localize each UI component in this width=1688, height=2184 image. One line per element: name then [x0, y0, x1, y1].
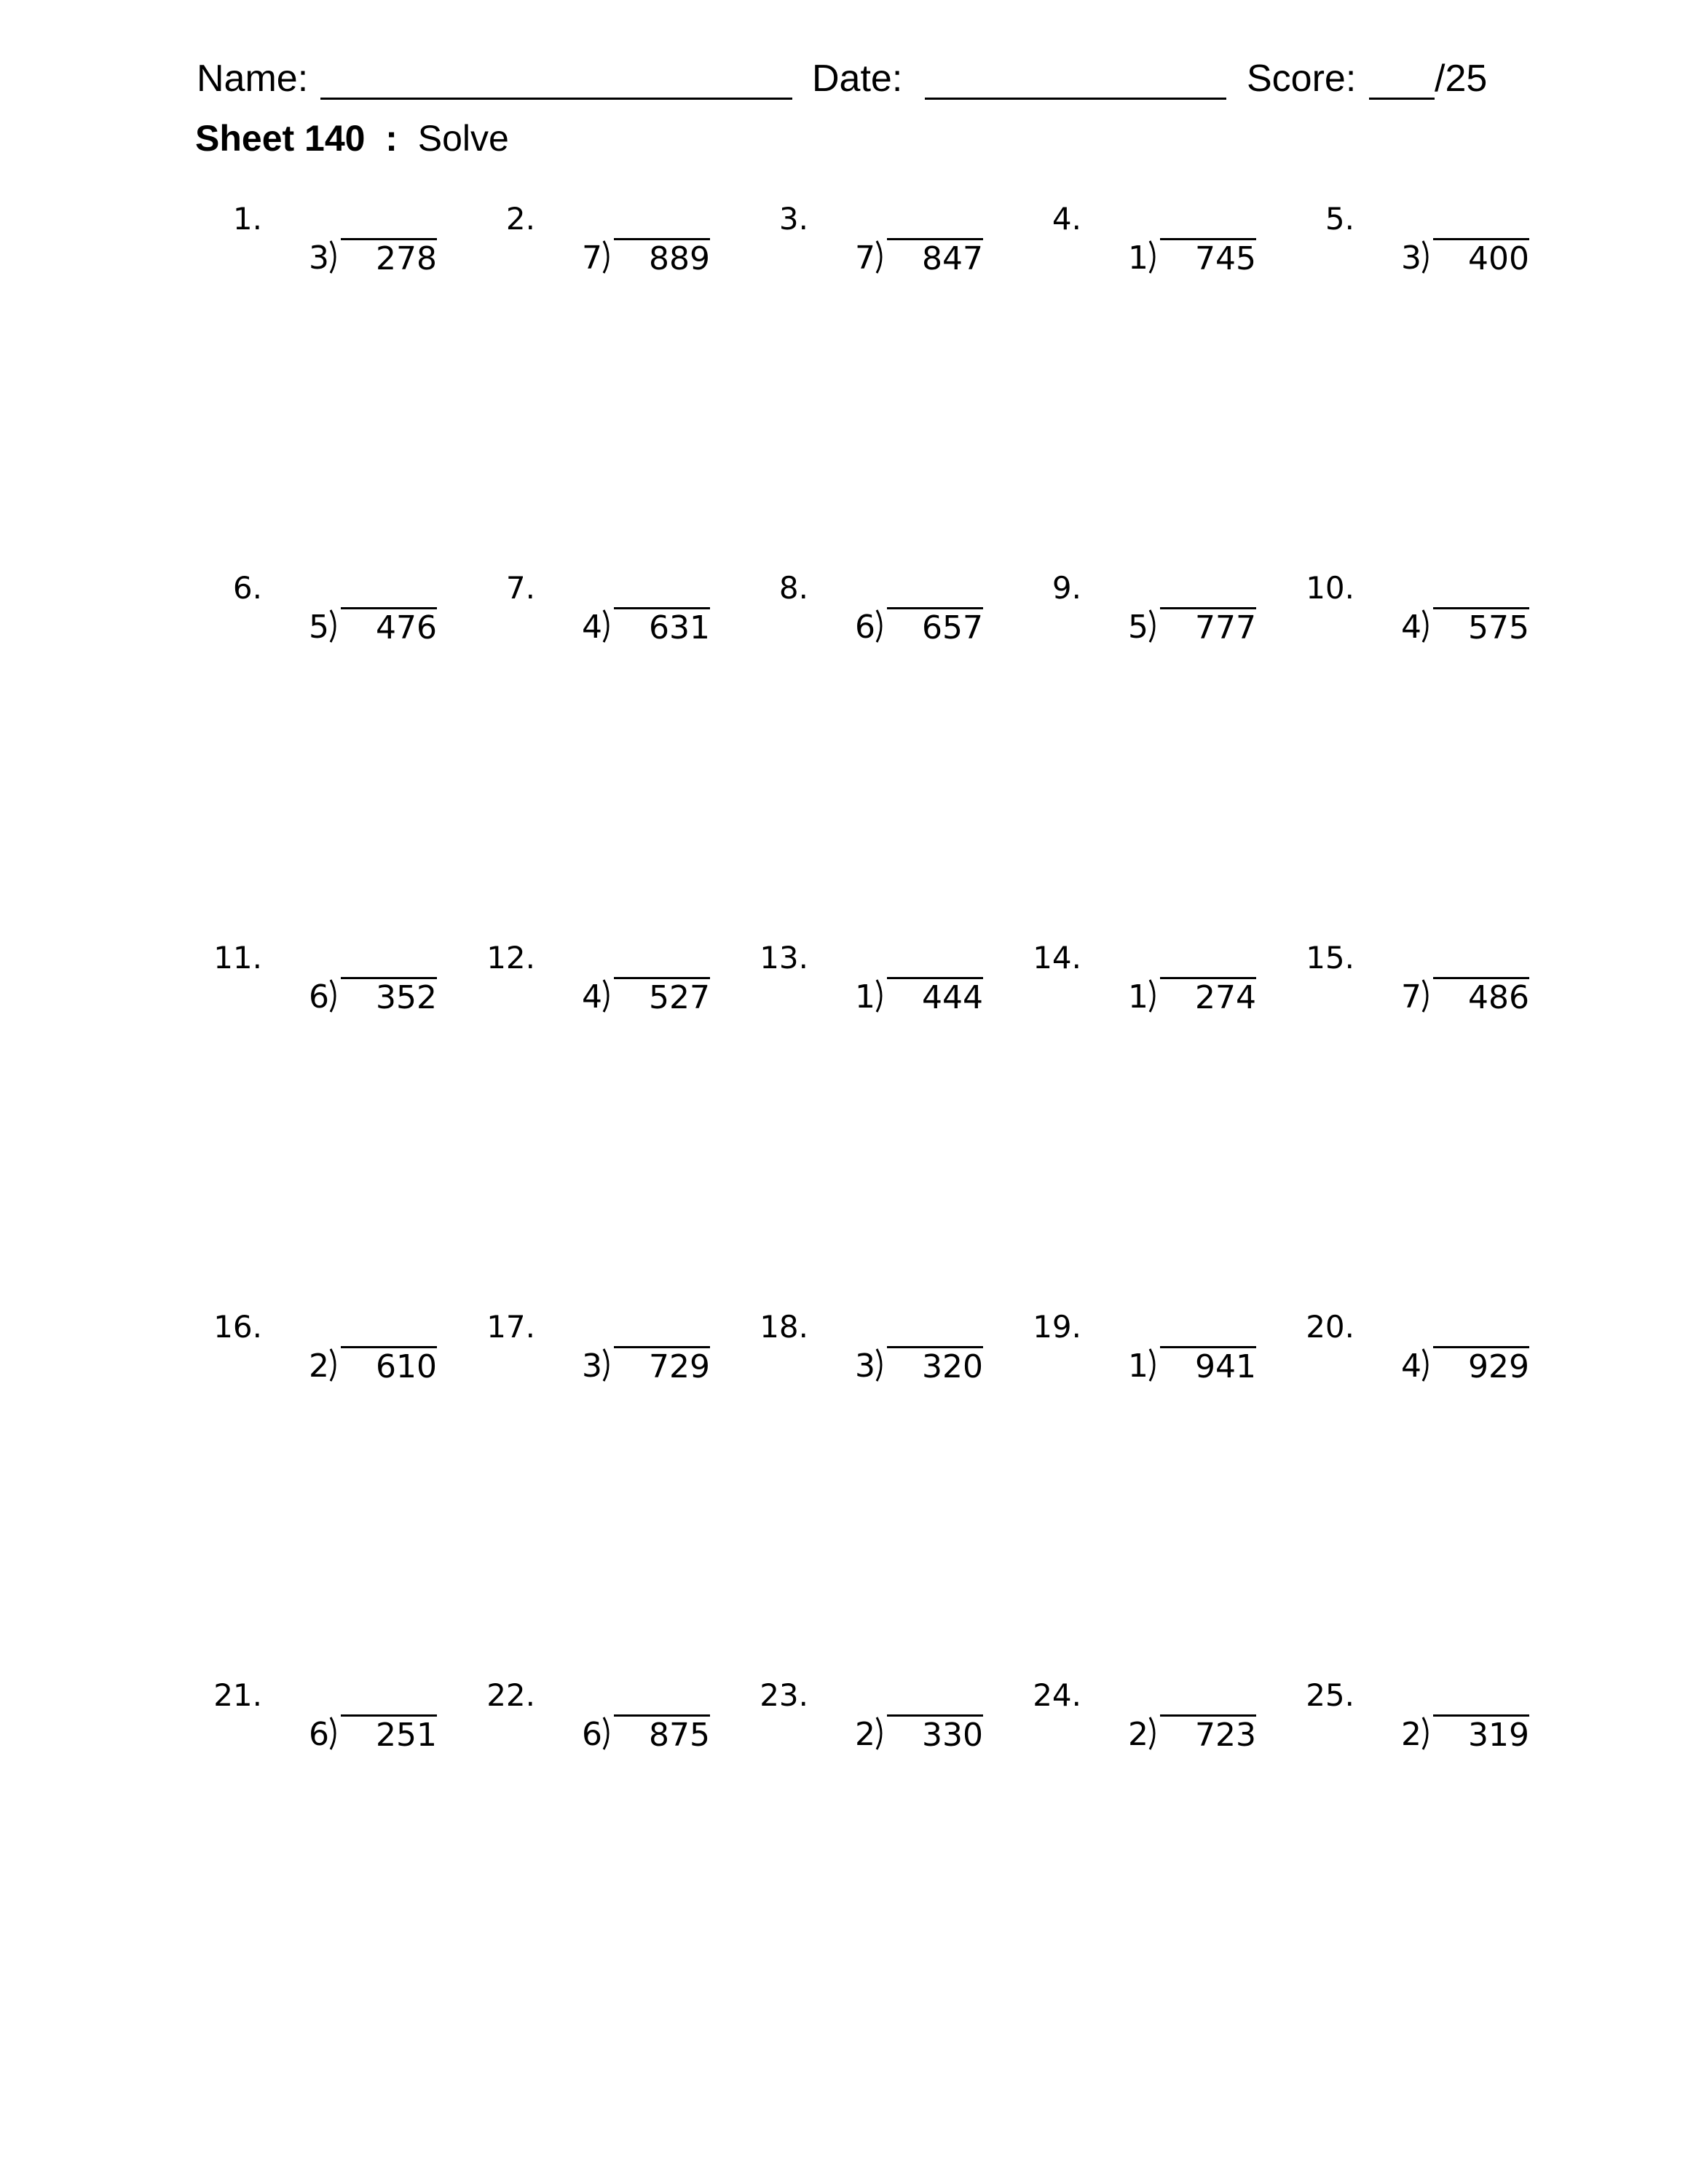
- dividend: 444: [887, 977, 983, 1017]
- division-bracket-icon: [328, 978, 341, 1013]
- dividend: 847: [887, 238, 983, 278]
- dividend: 777: [1160, 607, 1256, 647]
- division-problem: [197, 200, 437, 288]
- problem-number: 3.: [778, 201, 808, 237]
- divisor: 4: [1401, 1348, 1421, 1385]
- divisor: 1: [855, 978, 875, 1016]
- long-division-bracket-group: [816, 1346, 983, 1387]
- problem-number: 21.: [213, 1677, 262, 1713]
- dividend: 941: [1160, 1346, 1256, 1386]
- problem-number: 7.: [505, 570, 535, 606]
- divisor: 4: [582, 609, 602, 646]
- problem-number: 15.: [1306, 940, 1354, 976]
- division-bracket-icon: [601, 978, 614, 1013]
- problem-number: 22.: [486, 1677, 535, 1713]
- long-division-bracket-group: [816, 238, 983, 279]
- long-division-bracket-group: [1089, 1714, 1256, 1755]
- division-problem: [1016, 200, 1256, 288]
- division-problem: [1016, 939, 1256, 1026]
- sheet-number: Sheet 140: [195, 118, 366, 159]
- division-problem: [743, 200, 983, 288]
- score-label: Score:: [1247, 58, 1357, 100]
- divisor: 5: [1128, 609, 1148, 646]
- division-bracket-icon: [1420, 978, 1433, 1013]
- divisor: 2: [309, 1348, 329, 1385]
- dividend: 657: [887, 607, 983, 647]
- dividend: 319: [1433, 1714, 1529, 1754]
- division-bracket-icon: [1147, 240, 1160, 274]
- divisor: 6: [855, 609, 875, 646]
- division-problem: [1289, 569, 1529, 657]
- dividend: 251: [341, 1714, 437, 1754]
- divisor: 1: [1128, 978, 1148, 1016]
- divisor: 2: [1401, 1716, 1421, 1753]
- problem-number: 23.: [760, 1677, 808, 1713]
- dividend: 929: [1433, 1346, 1529, 1386]
- division-problem: [470, 1308, 710, 1396]
- division-bracket-icon: [874, 1716, 887, 1751]
- dividend: 527: [614, 977, 710, 1017]
- division-problem: [197, 1308, 437, 1396]
- division-problem: [743, 1308, 983, 1396]
- divisor: 4: [582, 978, 602, 1016]
- divisor: 4: [1401, 609, 1421, 646]
- long-division-bracket-group: [1089, 607, 1256, 648]
- divisor: 7: [855, 240, 875, 277]
- division-bracket-icon: [601, 1348, 614, 1382]
- divisor: 3: [582, 1348, 602, 1385]
- score-total: /25: [1435, 58, 1488, 100]
- division-bracket-icon: [874, 240, 887, 274]
- dividend: 631: [614, 607, 710, 647]
- division-bracket-icon: [1420, 609, 1433, 644]
- sheet-separator: :: [385, 118, 398, 159]
- division-bracket-icon: [328, 1348, 341, 1382]
- problem-number: 2.: [505, 201, 535, 237]
- divisor: 5: [309, 609, 329, 646]
- long-division-bracket-group: [543, 1346, 710, 1387]
- problem-number: 6.: [232, 570, 262, 606]
- problem-number: 10.: [1306, 570, 1354, 606]
- long-division-bracket-group: [1362, 977, 1529, 1018]
- long-division-bracket-group: [543, 977, 710, 1018]
- divisor: 6: [309, 978, 329, 1016]
- division-problem: [743, 939, 983, 1026]
- long-division-bracket-group: [269, 1346, 437, 1387]
- problem-number: 9.: [1052, 570, 1081, 606]
- problem-number: 12.: [486, 940, 535, 976]
- problem-number: 4.: [1052, 201, 1081, 237]
- division-bracket-icon: [1420, 1348, 1433, 1382]
- division-problem: [1289, 200, 1529, 288]
- dividend: 875: [614, 1714, 710, 1754]
- divisor: 7: [582, 240, 602, 277]
- problem-number: 18.: [760, 1309, 808, 1345]
- division-problem: [470, 1677, 710, 1764]
- division-problem: [1289, 939, 1529, 1026]
- division-problem: [1016, 569, 1256, 657]
- problem-number: 17.: [486, 1309, 535, 1345]
- date-label: Date:: [812, 58, 903, 100]
- long-division-bracket-group: [1362, 238, 1529, 279]
- problem-number: 11.: [213, 940, 262, 976]
- divisor: 6: [582, 1716, 602, 1753]
- division-bracket-icon: [601, 240, 614, 274]
- division-problem: [1016, 1308, 1256, 1396]
- problem-number: 14.: [1033, 940, 1081, 976]
- divisor: 2: [1128, 1716, 1148, 1753]
- dividend: 330: [887, 1714, 983, 1754]
- dividend: 575: [1433, 607, 1529, 647]
- long-division-bracket-group: [1362, 607, 1529, 648]
- dividend: 610: [341, 1346, 437, 1386]
- long-division-bracket-group: [543, 238, 710, 279]
- division-bracket-icon: [328, 609, 341, 644]
- problem-number: 19.: [1033, 1309, 1081, 1345]
- problem-number: 5.: [1325, 201, 1354, 237]
- division-problem: [743, 569, 983, 657]
- division-problem: [470, 569, 710, 657]
- division-bracket-icon: [1147, 1348, 1160, 1382]
- dividend: 274: [1160, 977, 1256, 1017]
- divisor: 3: [309, 240, 329, 277]
- problem-number: 25.: [1306, 1677, 1354, 1713]
- long-division-bracket-group: [1362, 1346, 1529, 1387]
- long-division-bracket-group: [1089, 1346, 1256, 1387]
- problem-number: 8.: [778, 570, 808, 606]
- division-problem: [197, 569, 437, 657]
- problem-number: 16.: [213, 1309, 262, 1345]
- problem-number: 13.: [760, 940, 808, 976]
- divisor: 7: [1401, 978, 1421, 1016]
- name-label: Name:: [197, 58, 309, 100]
- dividend: 278: [341, 238, 437, 278]
- division-problem: [470, 939, 710, 1026]
- long-division-bracket-group: [1089, 238, 1256, 279]
- division-problem: [197, 939, 437, 1026]
- divisor: 6: [309, 1716, 329, 1753]
- dividend: 745: [1160, 238, 1256, 278]
- dividend: 352: [341, 977, 437, 1017]
- dividend: 723: [1160, 1714, 1256, 1754]
- long-division-bracket-group: [269, 238, 437, 279]
- division-problem: [743, 1677, 983, 1764]
- division-problem: [1289, 1308, 1529, 1396]
- long-division-bracket-group: [269, 607, 437, 648]
- dividend: 486: [1433, 977, 1529, 1017]
- sheet-instruction: Solve: [417, 118, 509, 159]
- division-bracket-icon: [1147, 609, 1160, 644]
- division-bracket-icon: [1147, 978, 1160, 1013]
- divisor: 3: [855, 1348, 875, 1385]
- problem-number: 1.: [232, 201, 262, 237]
- division-problem: [1289, 1677, 1529, 1764]
- division-bracket-icon: [1420, 1716, 1433, 1751]
- divisor: 1: [1128, 240, 1148, 277]
- dividend: 729: [614, 1346, 710, 1386]
- dividend: 889: [614, 238, 710, 278]
- division-problem: [1016, 1677, 1256, 1764]
- division-bracket-icon: [328, 240, 341, 274]
- division-bracket-icon: [328, 1716, 341, 1751]
- division-problem: [470, 200, 710, 288]
- problem-number: 20.: [1306, 1309, 1354, 1345]
- dividend: 476: [341, 607, 437, 647]
- long-division-bracket-group: [269, 1714, 437, 1755]
- division-bracket-icon: [601, 1716, 614, 1751]
- dividend: 400: [1433, 238, 1529, 278]
- problem-number: 24.: [1033, 1677, 1081, 1713]
- long-division-bracket-group: [816, 607, 983, 648]
- long-division-bracket-group: [1089, 977, 1256, 1018]
- division-bracket-icon: [874, 1348, 887, 1382]
- divisor: 3: [1401, 240, 1421, 277]
- division-problem: [197, 1677, 437, 1764]
- long-division-bracket-group: [269, 977, 437, 1018]
- division-bracket-icon: [1420, 240, 1433, 274]
- long-division-bracket-group: [816, 977, 983, 1018]
- long-division-bracket-group: [543, 1714, 710, 1755]
- long-division-bracket-group: [816, 1714, 983, 1755]
- division-bracket-icon: [1147, 1716, 1160, 1751]
- division-bracket-icon: [601, 609, 614, 644]
- long-division-bracket-group: [543, 607, 710, 648]
- divisor: 2: [855, 1716, 875, 1753]
- divisor: 1: [1128, 1348, 1148, 1385]
- dividend: 320: [887, 1346, 983, 1386]
- long-division-bracket-group: [1362, 1714, 1529, 1755]
- division-bracket-icon: [874, 978, 887, 1013]
- division-bracket-icon: [874, 609, 887, 644]
